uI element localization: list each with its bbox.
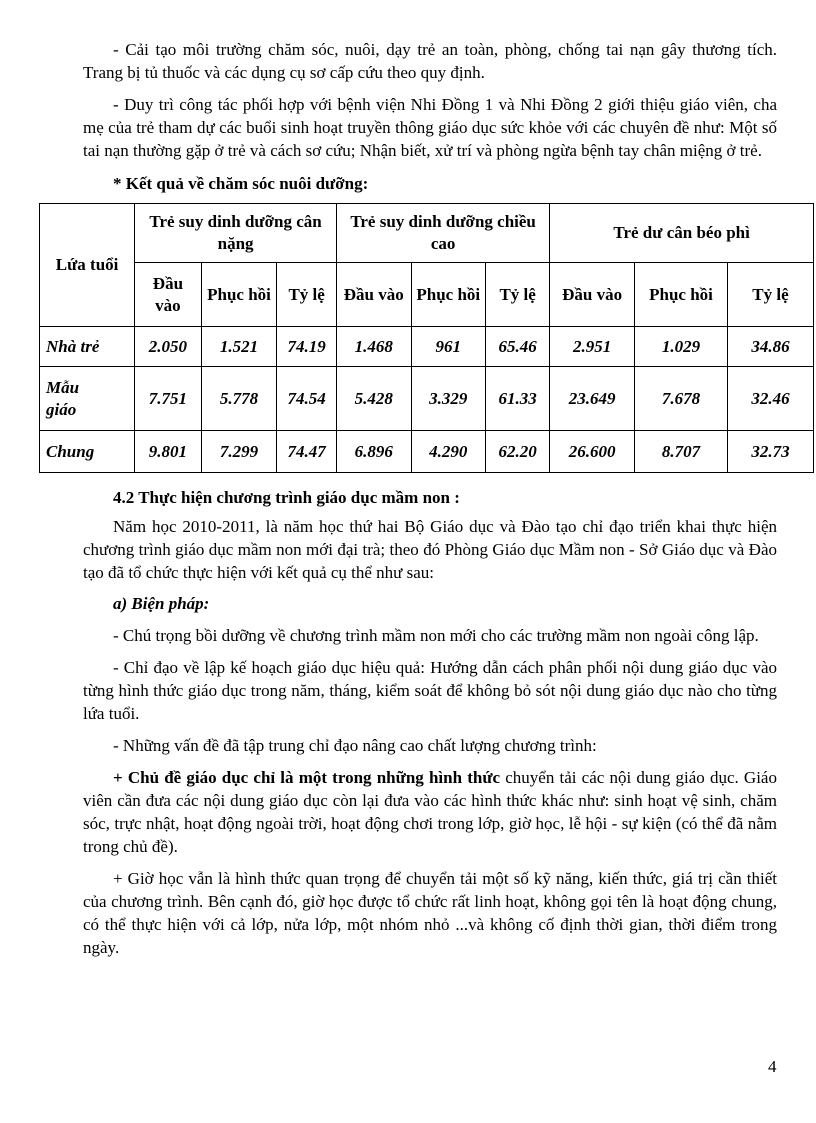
subheader: Phục hồi (411, 263, 486, 327)
cell: 65.46 (486, 327, 550, 367)
cell: 7.299 (201, 431, 277, 473)
cell: 74.54 (277, 367, 337, 431)
paragraph (83, 766, 777, 858)
page-number: 4 (768, 1057, 777, 1076)
cell: 2.951 (550, 327, 635, 367)
cell: 62.20 (486, 431, 550, 473)
paragraph: + Giờ học vẫn là hình thức quan trọng để chuyển tải một số kỹ năng, kiến thức, giá trị cần thiết của chương trình. Bên cạnh đó, giờ học được tổ chức rất linh hoạt, không gọi tên là hoạt động chung, có thể thực hiện với cả lớp, nửa lớp, một nhóm nhỏ ...và không cố định thời gian, thời điểm trong ngày. (83, 869, 777, 957)
paragraph: - Chú trọng bồi dưỡng về chương trình mầm non mới cho các trường mầm non ngoài công lập. (113, 626, 759, 645)
subheader: Phục hồi (201, 263, 277, 327)
subheader: Đầu vào (135, 263, 202, 327)
cell: 32.73 (727, 431, 813, 473)
subheader: Phục hồi (635, 263, 728, 327)
cell: 2.050 (135, 327, 202, 367)
cell: 26.600 (550, 431, 635, 473)
section-title: 4.2 Thực hiện chương trình giáo dục mầm non : (113, 488, 460, 507)
cell: 34.86 (727, 327, 813, 367)
group-header: Trẻ suy dinh dưỡng cân nặng (135, 204, 337, 263)
paragraph: - Những vấn đề đã tập trung chỉ đạo nâng cao chất lượng chương trình: (113, 736, 597, 755)
subsection-title: a) Biện pháp: (113, 594, 210, 613)
subheader: Đầu vào (336, 263, 411, 327)
cell: 9.801 (135, 431, 202, 473)
subheader: Tỷ lệ (727, 263, 813, 327)
cell: 6.896 (336, 431, 411, 473)
cell: 7.678 (635, 367, 728, 431)
paragraph: - Cải tạo môi trường chăm sóc, nuôi, dạy trẻ an toàn, phòng, chống tai nạn gây thương tích. Trang bị tủ thuốc và các dụng cụ sơ cấp cứu theo quy định. (83, 40, 777, 82)
row-label: Nhà trẻ (40, 327, 135, 367)
cell: 23.649 (550, 367, 635, 431)
cell: 961 (411, 327, 486, 367)
row-label: Mẫu giáo (40, 367, 135, 431)
nutrition-results-table (39, 203, 814, 473)
paragraph-rest: chuyển tải các nội dung giáo dục. Giáo viên cần đưa các nội dung giáo dục còn lại đưa vào các hình thức khác như: sinh hoạt vệ sinh, chăm sóc, trực nhật, hoạt động ngoài trời, hoạt động chơi trong lớp, giờ học, lễ hội - sự kiện (có thể đã nằm trong chủ đề). (83, 768, 777, 856)
table-row (40, 327, 814, 367)
document-page (46, 38, 790, 959)
section-intro: Năm học 2010-2011, là năm học thứ hai Bộ Giáo dục và Đào tạo chỉ đạo triển khai thực hiện chương trình giáo dục mầm non mới đại trà; theo đó Phòng Giáo dục Mầm non - Sở Giáo dục và Đào tạo đã tổ chức thực hiện với kết quả cụ thể như sau: (83, 517, 777, 582)
paragraph: - Duy trì công tác phối hợp với bệnh viện Nhi Đồng 1 và Nhi Đồng 2 giới thiệu giáo viên, cha mẹ của trẻ tham dự các buổi sinh hoạt truyền thông giáo dục sức khỏe với các chuyên đề như: Một số tai nạn thường gặp ở trẻ và cách sơ cứu; Nhận biết, xử trí và phòng ngừa bệnh tay chân miệng ở trẻ. (83, 95, 777, 160)
cell: 74.47 (277, 431, 337, 473)
cell: 61.33 (486, 367, 550, 431)
table-row (40, 367, 814, 431)
cell: 7.751 (135, 367, 202, 431)
cell: 1.521 (201, 327, 277, 367)
table-row (40, 431, 814, 473)
cell: 1.029 (635, 327, 728, 367)
cell: 74.19 (277, 327, 337, 367)
group-header: Trẻ suy dinh dưỡng chiều cao (336, 204, 549, 263)
subheader: Tỷ lệ (486, 263, 550, 327)
cell: 4.290 (411, 431, 486, 473)
subheader: Tỷ lệ (277, 263, 337, 327)
subheader: Đầu vào (550, 263, 635, 327)
table-heading: * Kết quả về chăm sóc nuôi dưỡng: (113, 174, 369, 193)
cell: 3.329 (411, 367, 486, 431)
paragraph: - Chỉ đạo về lập kế hoạch giáo dục hiệu quả: Hướng dẫn cách phân phối nội dung giáo dục vào từng hình thức giáo dục trong năm, tháng, kiểm soát để không bỏ sót nội dung giáo dục nào cho từng lứa tuổi. (83, 658, 777, 723)
age-header: Lứa tuổi (40, 204, 135, 327)
cell: 5.428 (336, 367, 411, 431)
group-header: Trẻ dư cân béo phì (550, 204, 814, 263)
cell: 32.46 (727, 367, 813, 431)
cell: 8.707 (635, 431, 728, 473)
cell: 1.468 (336, 327, 411, 367)
cell: 5.778 (201, 367, 277, 431)
row-label: Chung (40, 431, 135, 473)
bold-lead: + Chủ đề giáo dục chỉ là một trong những hình thức (113, 768, 501, 787)
